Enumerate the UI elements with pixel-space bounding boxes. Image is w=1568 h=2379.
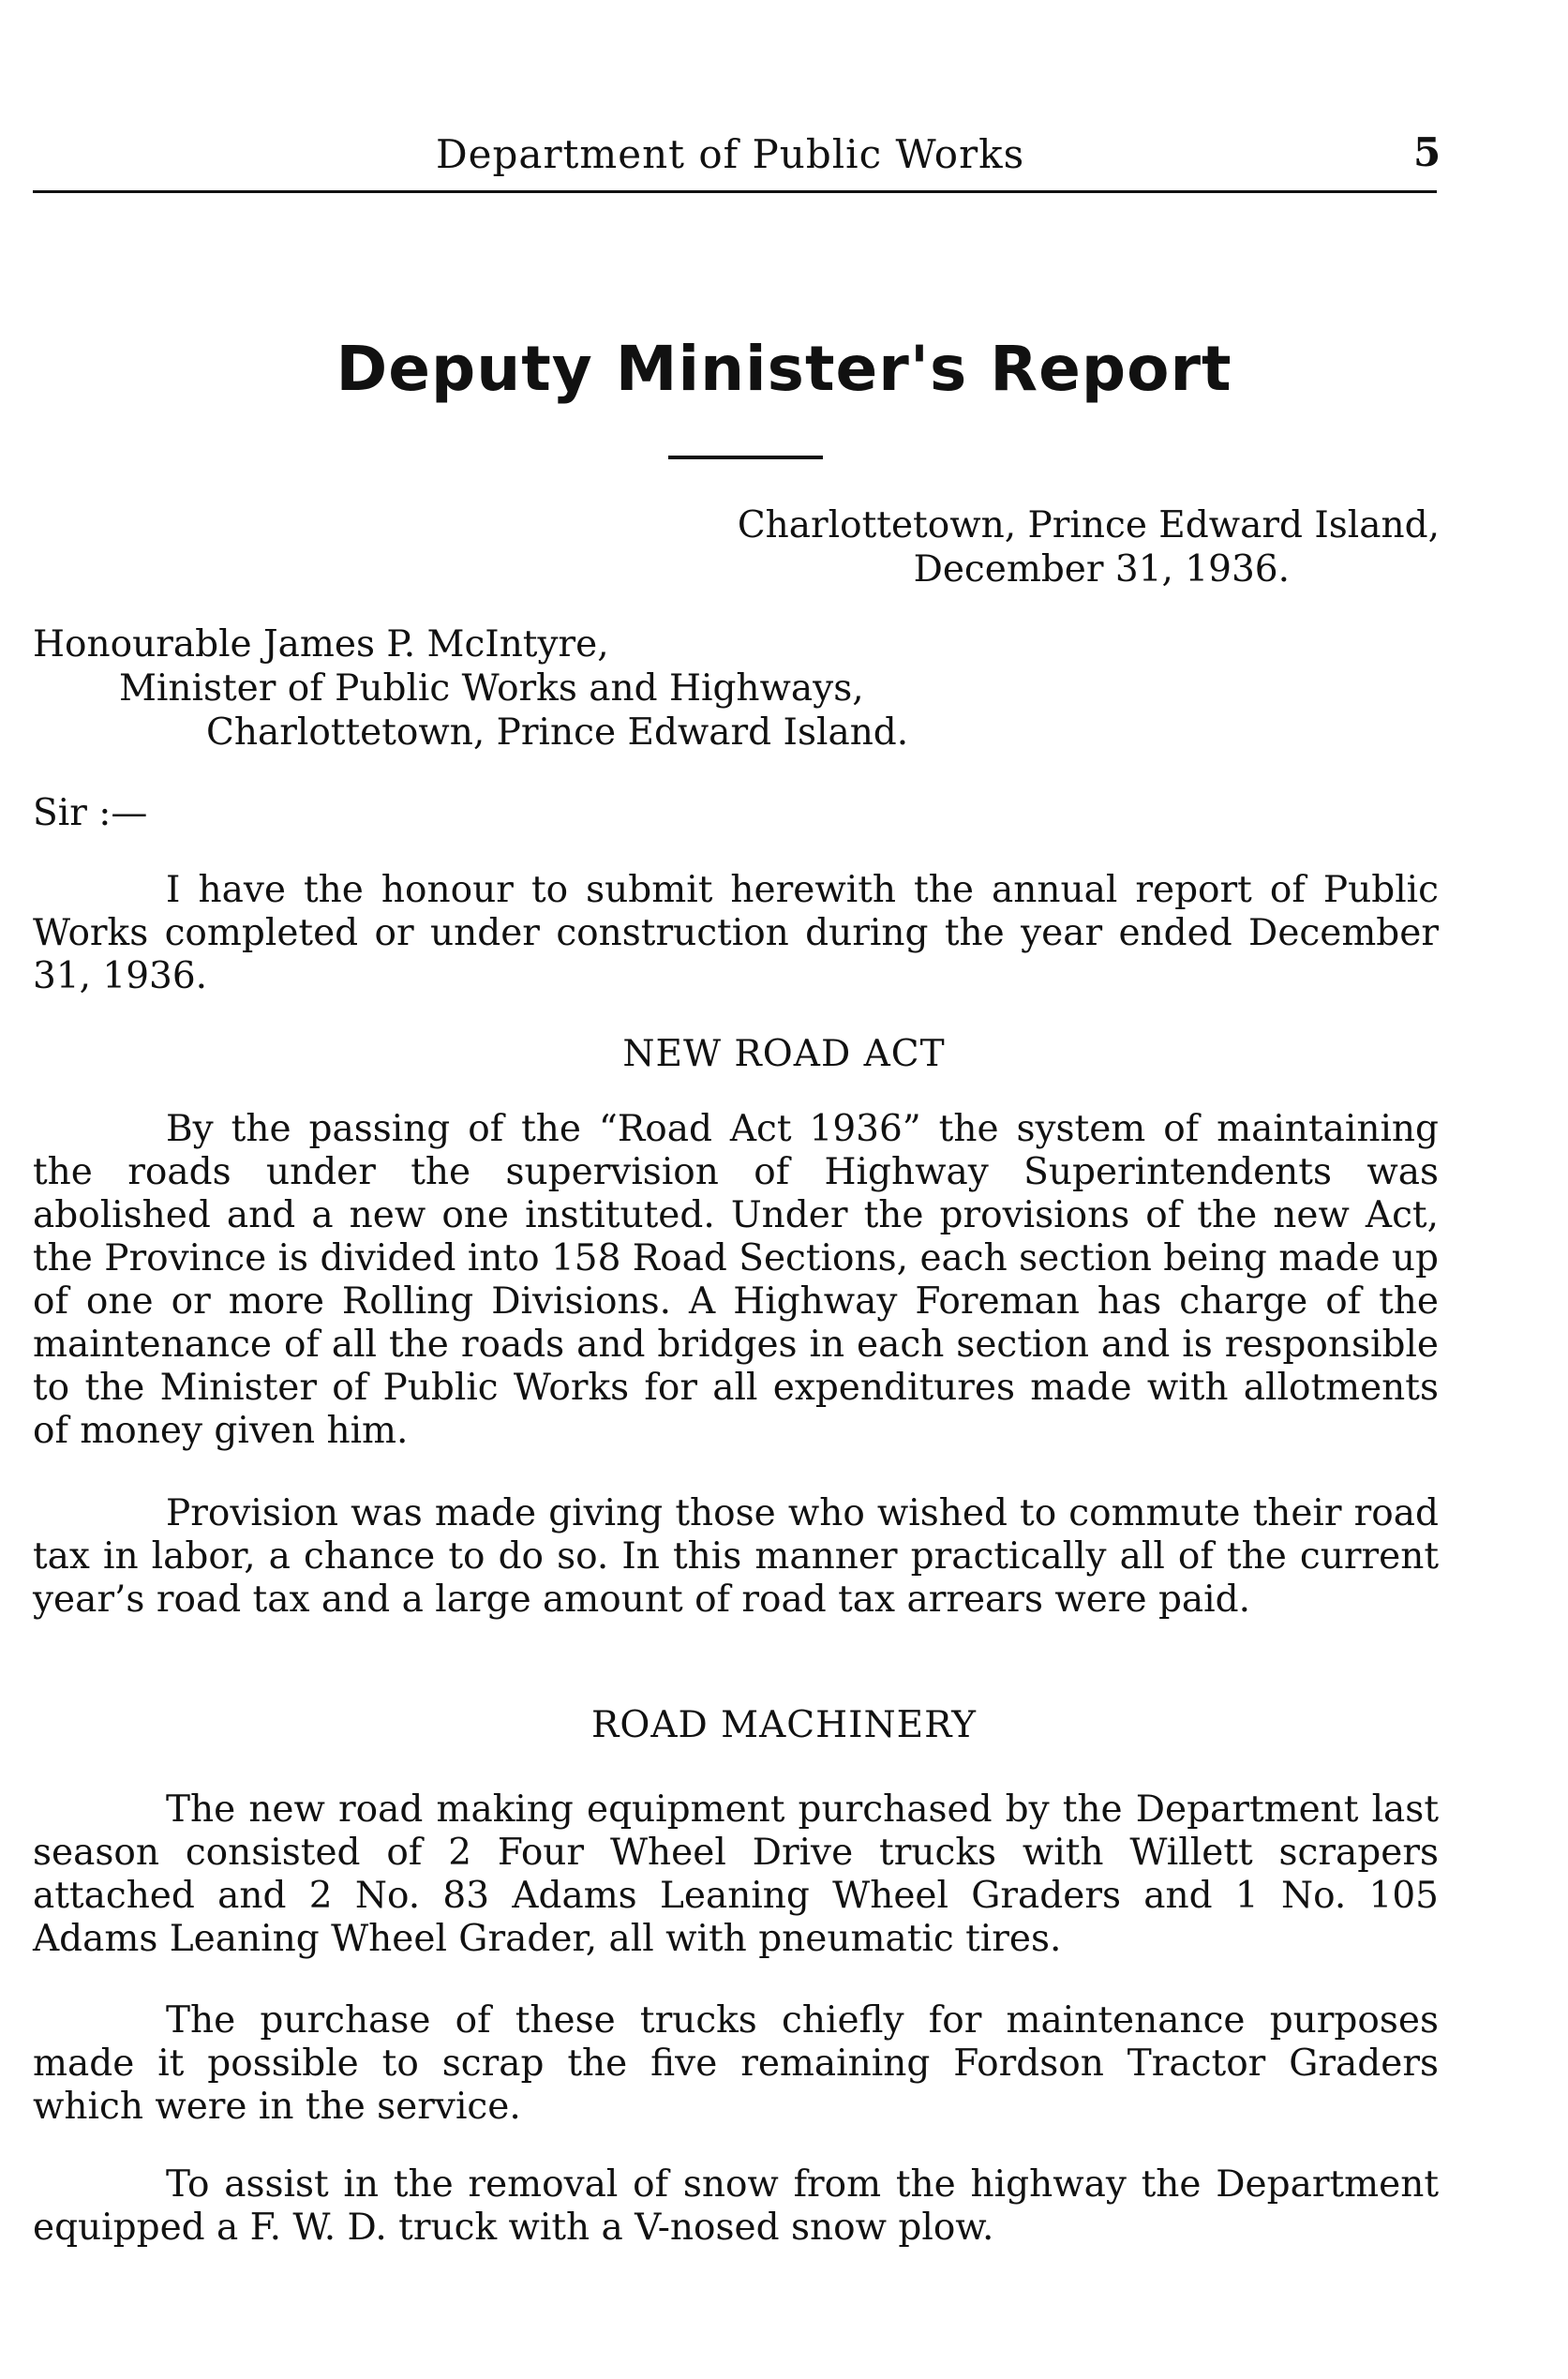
addressee-name: Honourable James P. McIntyre,: [33, 623, 609, 666]
dateline-place: Charlottetown, Prince Edward Island,: [737, 504, 1440, 546]
addressee-block: [33, 622, 908, 755]
road-act-paragraph: By the passing of the “Road Act 1936” the system of maintaining the roads under the supervision of Highway Superintendents was abolished and a new one instituted. Under the provisions of the new Act, the Province is divided into 158 Road Sections, each section being made up of one or more Rolling Divisions. A Highway Foreman has charge of the maintenance of all the roads and bridges in each section and is responsible to the Minister of Public Works for all expenditures made with allotments of money given him.: [33, 1108, 1439, 1452]
dateline-date: December 31, 1936.: [913, 548, 1290, 591]
road-tax-paragraph: Provision was made giving those who wished to commute their road tax in labor, a chance to do so. In this manner practically all of the current year’s road tax and a large amount of road tax arrears were paid.: [33, 1492, 1439, 1621]
heading-new-road-act: NEW ROAD ACT: [622, 1033, 946, 1075]
purchase-paragraph: The purchase of these trucks chiefly for maintenance purposes made it possible to scrap the five remaining Fordson Tractor Graders which were in the service.: [33, 1999, 1439, 2128]
heading-road-machinery: ROAD MACHINERY: [590, 1704, 978, 1746]
page-number: 5: [1413, 129, 1441, 175]
snow-paragraph: To assist in the removal of snow from the highway the Department equipped a F. W. D. truck with a V-nosed snow plow.: [33, 2163, 1439, 2249]
dateline: [738, 503, 1440, 591]
header-rule: [33, 190, 1437, 193]
salutation: Sir :—: [33, 792, 148, 834]
addressee-location: Charlottetown, Prince Edward Island.: [206, 711, 909, 754]
addressee-title: Minister of Public Works and Highways,: [119, 667, 864, 710]
title-divider: [668, 456, 823, 459]
running-header: Department of Public Works: [436, 131, 1025, 177]
equipment-paragraph: The new road making equipment purchased by the Department last season consisted of 2 Four Wheel Drive trucks with Willett scrapers attached and 2 No. 83 Adams Leaning Wheel Graders and 1 No. 105 Adams Leaning Wheel Grader, all with pneumatic tires.: [33, 1788, 1439, 1960]
report-title: Deputy Minister's Report: [336, 333, 1232, 405]
intro-paragraph: I have the honour to submit herewith the annual report of Public Works completed or under construction during the year ended December 31, 1936.: [33, 869, 1439, 997]
